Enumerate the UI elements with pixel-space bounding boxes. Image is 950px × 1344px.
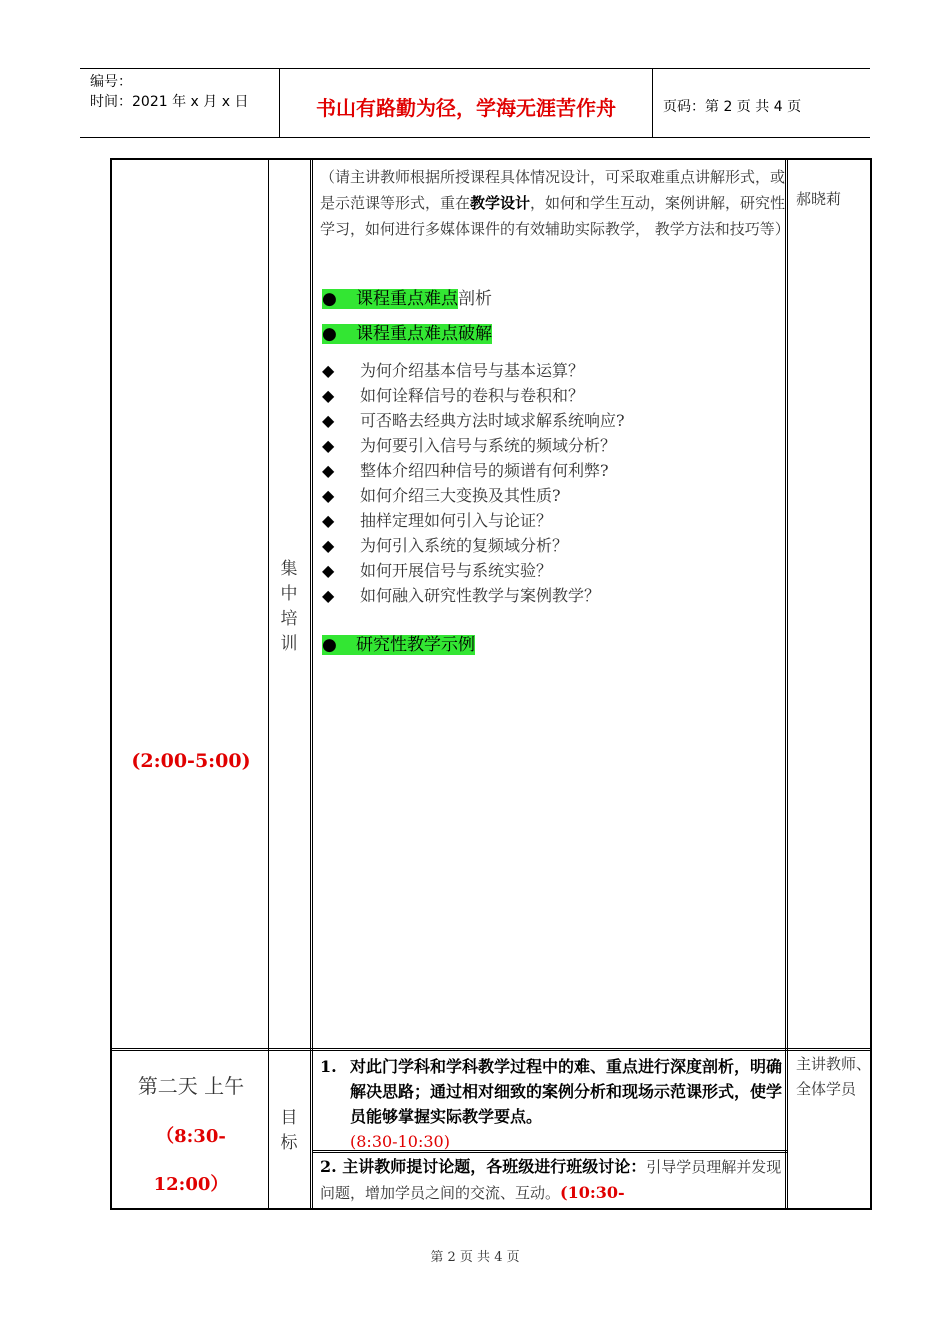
goal-item-1: [320, 1054, 786, 1154]
bullet-item-analysis: [322, 287, 492, 311]
page-footer: 第 2 页 共 4 页: [430, 1250, 520, 1265]
format-char: 集: [280, 559, 298, 579]
diamond-icon: ◆: [322, 586, 335, 605]
diamond-icon: ◆: [322, 561, 335, 580]
goal-time: (8:30-10:30): [350, 1132, 450, 1151]
bullet-highlight-text: 课程重点难点破解: [356, 324, 492, 344]
row-divider: [112, 1048, 870, 1049]
diamond-icon: ◆: [322, 411, 335, 430]
bullet-dot-icon: ●: [322, 289, 337, 309]
note-suffix: ，如何和学生互动，案例讲解，研究性学习，如何进行多媒体课件的有效辅助实际教学， 教学方法和技巧等）: [320, 194, 790, 238]
goal-text: 引导学员理解并发现问题，增加学员之间的交流、互动。: [320, 1158, 782, 1202]
goal-heading: 2. 主讲教师提讨论题，各班级进行班级讨论：: [320, 1157, 647, 1176]
diamond-icon: ◆: [322, 511, 335, 530]
schedule-table: [110, 158, 872, 1210]
bullet-dot-icon: ●: [322, 635, 337, 655]
diamond-icon: ◆: [322, 461, 335, 480]
session2-time-end: 12:00）: [153, 1174, 229, 1195]
session1-teacher: 郝晓莉: [796, 190, 842, 208]
design-note: [320, 164, 788, 242]
bullet-item-solution: [322, 322, 492, 346]
session2-time-start: （8:30-: [156, 1126, 226, 1147]
goal-number: 1.: [320, 1057, 337, 1076]
format-char: 中: [280, 584, 298, 604]
header-meta: [80, 69, 280, 137]
goal-text: 对此门学科和学科教学过程中的难、重点进行深度剖析，明确解决思路；通过相对细致的案例分析和现场示范课形式，使学员能够掌握实际教学要点。: [350, 1057, 783, 1126]
bullet-dot-icon: ●: [322, 324, 337, 344]
question-item: ◆ 如何介绍三大变换及其性质?: [322, 483, 625, 508]
note-bold: 教学设计: [470, 194, 531, 212]
bullet-item-example: [322, 633, 475, 657]
question-item: ◆ 可否略去经典方法时域求解系统响应?: [322, 408, 625, 433]
format-char: 培: [280, 609, 298, 629]
diamond-icon: ◆: [322, 536, 335, 555]
format-char: 训: [280, 634, 298, 654]
session1-time: (2:00-5:00): [131, 750, 251, 772]
goal-time: (10:30-: [560, 1183, 625, 1202]
row-divider-b: [112, 1050, 870, 1051]
question-item: ◆ 整体介绍四种信号的频谱有何利弊?: [322, 458, 625, 483]
diamond-icon: ◆: [322, 386, 335, 405]
question-item: ◆ 为何引入系统的复频域分析？: [322, 533, 625, 558]
session2-day: 第二天 上午: [137, 1074, 245, 1098]
question-item: ◆ 抽样定理如何引入与论证？: [322, 508, 625, 533]
format-char: 标: [280, 1133, 298, 1153]
header-motto: 书山有路勤为径，学海无涯苦作舟: [280, 69, 653, 137]
diamond-icon: ◆: [322, 486, 335, 505]
goal-item-2: [320, 1154, 788, 1206]
question-item: ◆ 如何开展信号与系统实验？: [322, 558, 625, 583]
session2-format: [277, 1106, 301, 1156]
number-label: 编号：: [90, 74, 132, 90]
question-item: ◆ 如何融入研究性教学与案例教学？: [322, 583, 625, 608]
note-prefix: （请主讲教师根据所授课程具体情况设计，可采取难重点讲解形式，或是示范课等形式，重在: [320, 168, 786, 212]
question-item: ◆ 为何介绍基本信号与基本运算？: [322, 358, 625, 383]
bullet-highlight-text: 研究性教学示例: [356, 635, 475, 655]
date-label: 时间：2021 年 x 月 x 日: [90, 94, 249, 110]
session2-participants: 主讲教师、全体学员: [796, 1055, 872, 1098]
question-list: [322, 358, 625, 608]
page-info: 页码：第 2 页 共 4 页: [663, 99, 802, 115]
diamond-icon: ◆: [322, 436, 335, 455]
question-item: ◆ 为何要引入信号与系统的频域分析？: [322, 433, 625, 458]
session1-format: [277, 557, 301, 657]
bullet-rest-text: 剖析: [458, 289, 492, 309]
format-char: 目: [280, 1108, 298, 1128]
page-header: [80, 68, 870, 138]
diamond-icon: ◆: [322, 361, 335, 380]
question-item: ◆ 如何诠释信号的卷积与卷积和？: [322, 383, 625, 408]
bullet-highlight-text: 课程重点难点: [356, 289, 458, 309]
